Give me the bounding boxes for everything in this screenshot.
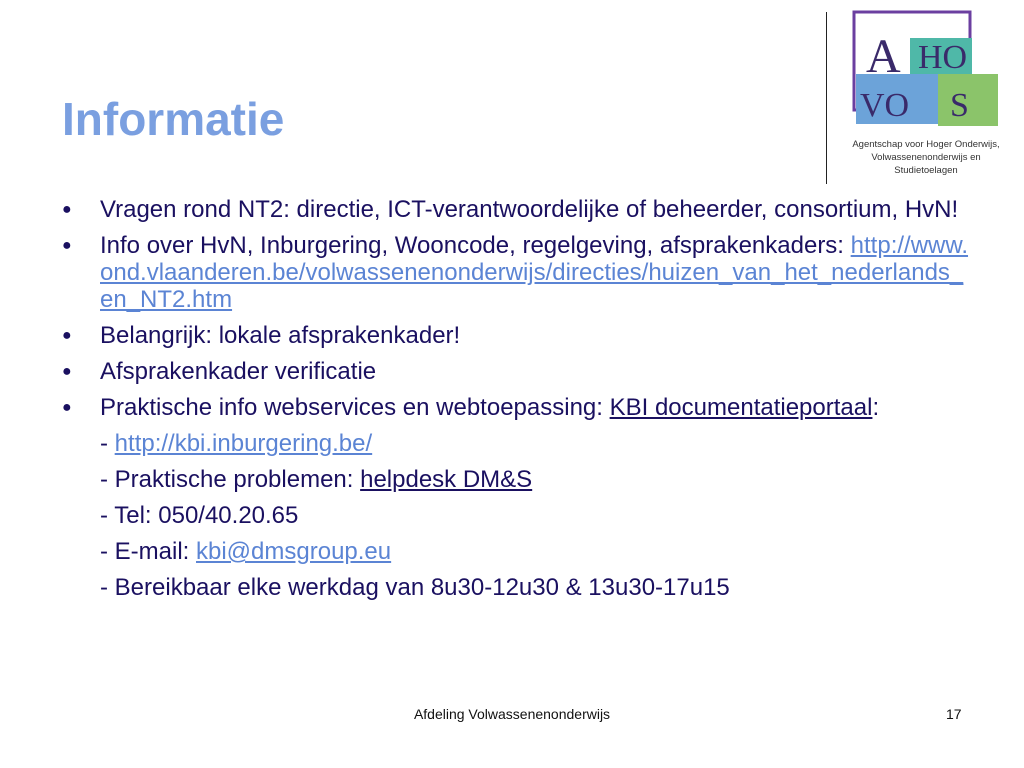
bullet-list [62, 196, 972, 421]
logo-letter-a: A [866, 30, 901, 83]
logo-letter-s: S [950, 87, 969, 124]
bullet-suffix: : [872, 394, 880, 421]
divider-line [826, 12, 827, 184]
bullet-text: Afsprakenkader verificatie [100, 358, 377, 385]
kbi-portal-link[interactable]: KBI documentatieportaal [609, 394, 873, 421]
bullet-text: Info over HvN, Inburgering, Wooncode, regelgeving, afsprakenkaders: [100, 232, 851, 259]
bullet-dot-icon: ● [62, 201, 72, 218]
bullet-item [62, 394, 972, 421]
bullet-dot-icon: ● [62, 327, 72, 344]
sub-dash: - [100, 430, 115, 457]
sub-line-tel: - Tel: 050/40.20.65 [100, 502, 299, 529]
bullet-item [62, 196, 972, 223]
ond-vlaanderen-link[interactable]: http://www.ond.vlaanderen.be/volwassenenonderwijs/directies/huizen_van_het_nederlands_en_NT2.htm [100, 232, 969, 313]
bullet-text: Belangrijk: lokale afsprakenkader! [100, 322, 461, 349]
bullet-text: Vragen rond NT2: directie, ICT-verantwoordelijke of beheerder, consortium, HvN! [100, 196, 959, 223]
sub-line-url [62, 430, 972, 457]
sub-email-text: - E-mail: [100, 538, 196, 565]
email-link[interactable]: kbi@dmsgroup.eu [196, 538, 392, 565]
footer-department: Afdeling Volwassenenonderwijs [413, 706, 611, 722]
tagline-line-1: Agentschap voor Hoger Onderwijs, [852, 139, 1000, 150]
bullet-item [62, 232, 972, 313]
slide-title: Informatie [62, 93, 285, 145]
sub-line-email [62, 538, 972, 565]
slide-content [62, 196, 972, 610]
bullet-item [62, 358, 972, 385]
logo-letters-ho: HO [918, 39, 968, 76]
bullet-dot-icon: ● [62, 363, 72, 380]
kbi-inburgering-link[interactable]: http://kbi.inburgering.be/ [114, 430, 373, 457]
bullet-dot-icon: ● [62, 399, 72, 416]
sub-line-problems [62, 466, 972, 493]
tagline-line-2: Volwassenenonderwijs en Studietoelagen [871, 152, 981, 176]
page-number: 17 [946, 706, 962, 722]
bullet-text: Praktische info webservices en webtoepassing: [100, 394, 610, 421]
logo-letters-vo: VO [860, 87, 910, 124]
helpdesk-link[interactable]: helpdesk DM&S [360, 466, 533, 493]
sub-line-hours: - Bereikbaar elke werkdag van 8u30-12u30 & 13u30-17u15 [100, 574, 730, 601]
bullet-item [62, 322, 972, 349]
logo-tagline [846, 138, 1006, 177]
bullet-dot-icon: ● [62, 237, 72, 254]
sub-problems-text: - Praktische problemen: [100, 466, 361, 493]
